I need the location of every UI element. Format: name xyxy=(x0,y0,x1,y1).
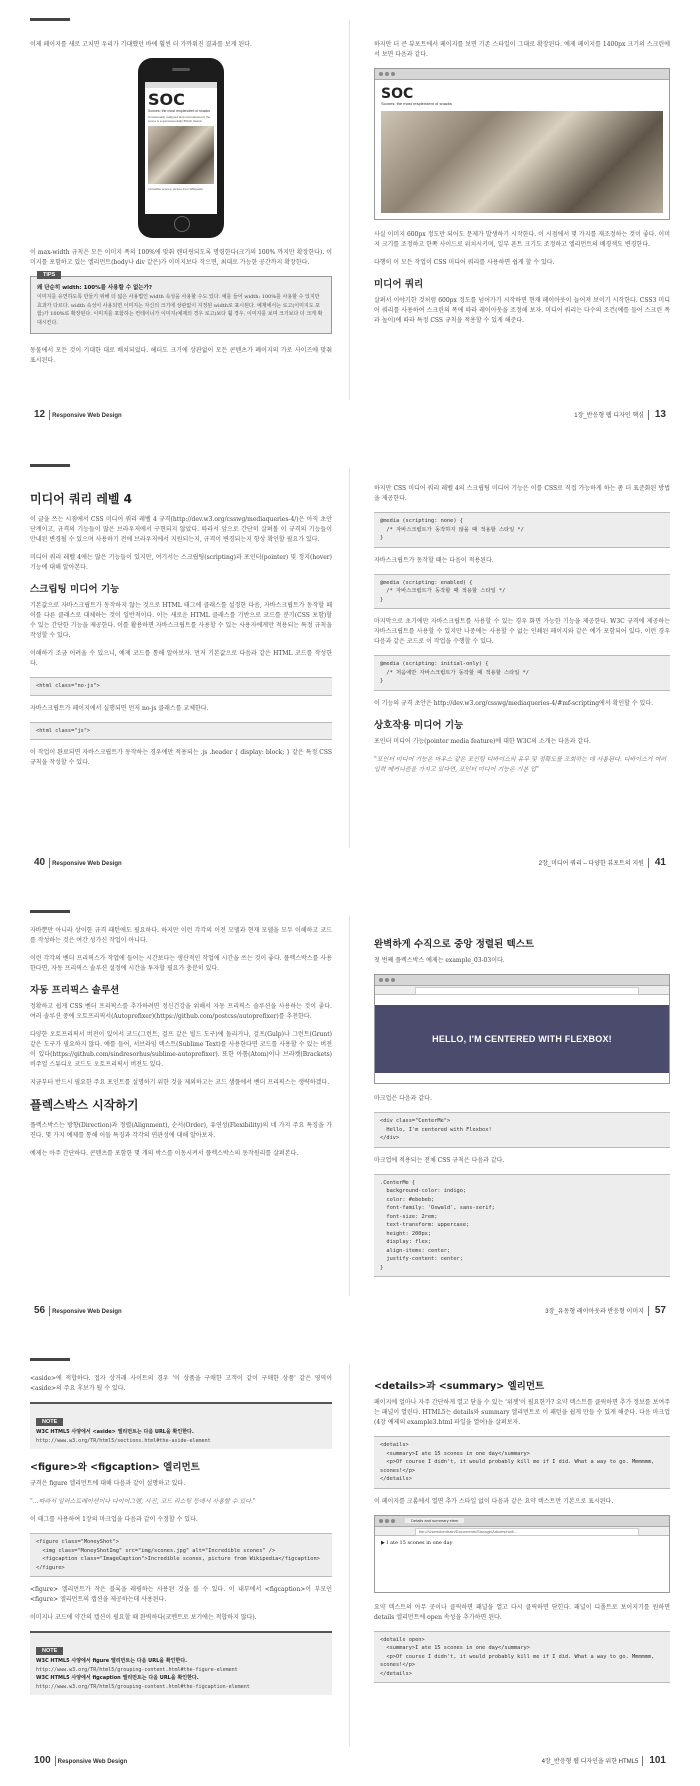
paragraph: 플렉스박스는 방향(Direction)과 정렬(Alignment), 순서(Order), 유연성(Flexibility)의 네 가지 주요 특징을 가진다. 몇 가지 예제를 통해 이들 특징과 각각의 연관성에 대해 알아보자. xyxy=(30,1122,332,1139)
details-summary: ▶ I ate 15 scones in one day xyxy=(381,1539,453,1546)
paragraph: <aside>에 적합하다. 접자 상거래 사이트의 경우 '이 상품을 구매한 고객이 같이 구매한 상품' 같은 영역이 <aside>의 주요 후보가 될 수 있다. xyxy=(30,1375,332,1392)
folio xyxy=(30,1755,127,1766)
browser-chrome xyxy=(375,1516,669,1527)
paragraph: 자바스크립트가 페이지에서 실행되면 먼저 no-js 클래스를 교체한다. xyxy=(30,704,209,712)
page-41 xyxy=(350,448,700,888)
running-title: 4장_반응형 웹 디자인을 위한 HTML5 xyxy=(541,1758,639,1765)
site-subtitle: Scones: the most resplendent of snacks xyxy=(148,109,211,113)
page-number: 100 xyxy=(34,1754,51,1766)
paragraph: 이 페이지를 크롬에서 열면 추가 스타일 없이 다음과 같은 요약 텍스트만 기본으로 표시된다. xyxy=(374,1497,614,1505)
code-block: <figure class="MoneyShot"> <img class="MoneyShotImg" src="img/scones.jpg" alt="Incredible scones" /> <figcaption class="ImageCaption">Incredible scones, picture from Wikipedia</figcaption> </figure> xyxy=(30,1533,332,1577)
section-heading: 미디어 쿼리 xyxy=(374,279,424,290)
paragraph: 기본값으로 자바스크립트가 동작하지 않는 것으로 HTML 태그에 클래스를 설정한 다음, 자바스크립트가 동작할 때 이를 다른 클래스로 대체하는 것이 일반적이다. 이는 새로운 HTML 클래스를 기반으로 코드를 분기(CSS 포함)할 수 있는 간단한 기능을 제공한다. 이를 활용하면 자바스크립트를 사용할 수 있는 사용자에게만 적용되는 특정 규칙을 작성할 수 있다. xyxy=(30,602,332,639)
code-block: <html class="js"> xyxy=(30,722,332,741)
page-number: 57 xyxy=(654,1304,666,1316)
paragraph: 사실 이미지 600px 정도만 되어도 문제가 발생하기 시작한다. 이 시점에서 몇 가지를 재조정하는 것이 좋다. 이미지 크기를 조정하고 한쪽 사이드로 위치시키며, 일부 폰트 크기도 조정하고 엘리먼트의 배경색도 변경한다. xyxy=(374,231,670,248)
note-label: NOTE xyxy=(36,1647,63,1655)
code-block: @media (scripting: initial-only) { /* 처음에만 자바스크립트가 동작할 때 적용할 스타일 */ } xyxy=(374,655,670,691)
browser-chrome xyxy=(375,975,669,986)
paragraph: 자바스크립트가 동작할 때는 다음이 적용된다. xyxy=(374,556,494,564)
quotation: "포인터 미디어 기능은 마우스 같은 포인팅 디바이스의 유무 및 정확도를 조회하는 데 사용된다. 디바이스가 여러 입력 메커니즘을 가지고 있다면, 포인터 미디어 기능은 기본 입" xyxy=(374,755,667,773)
paragraph: 하지만 CSS 미디어 쿼리 레벨 4의 스크립팅 미디어 기능은 이를 CSS로 직접 가능하게 하는 좀 더 표준화된 방법을 제공한다. xyxy=(374,485,670,502)
paragraph: 정확하고 쉽게 CSS 벤더 프리픽스를 추가하려면 정신건강을 위해서 자동 프리픽스 솔루션을 사용하는 것이 좋다. 여러 솔루션 중에 오토프리픽서(Autoprefixer)(https://github.com/postcss/autoprefixer)를 추천한다. xyxy=(30,1003,332,1020)
note-label: NOTE xyxy=(36,1418,63,1426)
note-title: W3C HTML5 사양에서 figure 엘리먼트는 다음 URL을 확인한다. xyxy=(36,1658,188,1664)
paragraph: 첫 번째 플렉스박스 예제는 example_03-03이다. xyxy=(374,957,505,964)
folio xyxy=(574,409,670,420)
running-title: Responsive Web Design xyxy=(52,860,122,867)
page-57 xyxy=(350,896,700,1336)
browser-screenshot xyxy=(374,974,670,1084)
spread-4 xyxy=(0,1344,700,1786)
paragraph: 미디어 쿼리 레벨 4에는 많은 기능들이 있지만, 여기서는 스크립팅(scripting)과 포인터(pointer) 및 정지(hover) 기능에 대해 알아본다. xyxy=(30,554,332,571)
folio xyxy=(539,857,670,868)
section-heading: 플렉스박스 시작하기 xyxy=(30,1098,139,1112)
section-heading: <figure>와 <figcaption> 엘리먼트 xyxy=(30,1462,200,1473)
tips-label: TIPS xyxy=(37,271,61,279)
paragraph: 포인터 미디어 기능(pointer media feature)에 대한 W3C의 소개는 다음과 같다. xyxy=(374,737,591,745)
page-101 xyxy=(350,1344,700,1786)
section-heading: 미디어 쿼리 레벨 4 xyxy=(30,492,133,506)
browser-tab: Details and summary elem xyxy=(405,1518,464,1523)
section-heading: 완벽하게 수직으로 중앙 정렬된 텍스트 xyxy=(374,939,535,950)
scones-image xyxy=(381,111,663,213)
home-button xyxy=(174,216,190,232)
page-13 xyxy=(350,0,700,440)
desktop-screenshot xyxy=(374,68,670,220)
image-caption: Incredible scones, picture from Wikipedia xyxy=(148,186,203,191)
paragraph: 이제 페이지를 새로 고치면 우리가 기대했던 바에 훨씬 더 가까워진 결과를 보게 된다. xyxy=(30,41,252,48)
paragraph: 자바뿐만 아니라 상이한 규격 패턴에도 필요하다. 하지만 이런 각각의 이전 모델과 현재 모델을 모두 이해하고 코드를 작성하는 것은 여간 성가신 작업이 아니다. xyxy=(30,927,332,944)
paragraph: 규격은 figure 엘리먼트에 대해 다음과 같이 설명하고 있다. xyxy=(30,1480,186,1487)
section-heading: <details>과 <summary> 엘리먼트 xyxy=(374,1381,545,1392)
code-block: @media (scripting: none) { /* 자바스크립트가 동작하지 않을 때 적용할 스타일 */ } xyxy=(374,512,670,548)
code-block: @media (scripting: enabled) { /* 자바스크립트가 동작할 때 적용할 스타일 */ } xyxy=(374,574,670,610)
folio xyxy=(542,1755,670,1766)
page-number: 13 xyxy=(654,408,666,420)
tips-title: 왜 단순히 width: 100%를 사용할 수 없는가? xyxy=(37,285,153,291)
note-url: http://www.w3.org/TR/html5/sections.html#the-aside-element xyxy=(36,1437,211,1444)
paragraph: 이 글을 쓰는 시점에서 CSS 미디어 쿼리 레벨 4 규격(http://dev.w3.org/csswg/mediaqueries-4/)은 아직 초안 단계이고, 규격의 기능들이 많은 브라우저에서 구현되지 않았다. 따라서 앞으로 간단히 살펴볼 이 규격의 기능들이 안내된 변경될 수 있으며 사용하기 전에 브라우저에서 지원되는지, 규격이 변경되는지 항상 확인할 필요가 있다. xyxy=(30,516,332,543)
phone-screen xyxy=(145,82,217,214)
page-number: 12 xyxy=(34,408,46,420)
page-40 xyxy=(0,448,350,888)
folio xyxy=(30,857,122,868)
logo-text: SOC xyxy=(148,90,185,109)
subsection-heading: 스크립팅 미디어 기능 xyxy=(30,584,120,595)
paragraph: 이런 각각의 벤더 프리픽스가 작업에 들어는 시간보다는 생산적인 작업에 시간을 쓰는 것이 좋다. 플렉스박스를 사용한다면, 자동 프리픽스 솔루션 설정에 시간을 투자할 필요가 충분히 있다. xyxy=(30,955,332,972)
site-subtitle: Scones: the most resplendent of snacks xyxy=(381,101,452,106)
paragraph: 살펴서 이야기한 것처럼 600px 정도를 넘어가기 시작하면 현재 페이아웃이 늘어져 보이기 시작한다. CSS3 미디어 쿼리를 사용하여 스크린의 폭에 따라 레이아웃을 조정해 보자. 미디어 쿼리는 다수의 조건(예를 들어 스크린 폭과 높이)에 따라 특정 CSS 규칙을 적용할 수 있게 해준다. xyxy=(374,297,670,324)
subsection-heading: 자동 프리픽스 솔루션 xyxy=(30,985,120,996)
address-bar xyxy=(375,986,669,995)
note-url: http://www.w3.org/TR/html5/grouping-content.html#the-figcaption-element xyxy=(36,1683,250,1690)
browser-screenshot xyxy=(374,1515,670,1593)
paragraph: 이 작업이 완료되면 자바스크립트가 동작하는 경우에만 적용되는 .js .header { display: block; } 같은 특정 CSS 규칙을 작성할 수 있다. xyxy=(30,749,332,766)
subsection-heading: 상호작용 미디어 기능 xyxy=(374,719,464,731)
paragraph: 마크업에 적용되는 전체 CSS 규칙은 다음과 같다. xyxy=(374,1156,505,1164)
running-title: 2장_미디어 쿼리 – 다양한 뷰포트의 지원 xyxy=(538,860,644,867)
spread-2 xyxy=(0,448,700,888)
code-block: <html class="no-js"> xyxy=(30,677,332,696)
running-title: Responsive Web Design xyxy=(52,1308,122,1315)
running-title: 3장_유동형 레이아웃과 반응형 이미지 xyxy=(545,1308,644,1315)
paragraph: 페이지에 얼마나 자주 간단하게 열고 닫을 수 있는 '위젯'이 필요한가? 요약 텍스트를 클릭하면 추가 정보를 보여주는 패널이 열린다. HTML5는 details와 summary 엘리먼트로 이 패턴을 쉽게 만들 수 있게 해준다. 다음 마크업(4장 예제의 example3.html 파일을 열어)을 살펴보자. xyxy=(374,1399,670,1426)
paragraph: 이 max-width 규칙은 모든 이미지 폭의 100%에 맞춰 렌더링되도록 명령한다(크기의 100% 까지만 확장한다). 이미지를 포함하고 있는 엘리먼트(body나 div 같은)가 이미지보다 작으면, 최대로 가능한 공간까지 확장한다. xyxy=(30,249,332,266)
paragraph: 예제는 아주 간단하다. 콘텐츠를 포함한 몇 개의 박스를 이동시켜서 플렉스박스의 동작원리를 살펴본다. xyxy=(30,1150,299,1157)
note-title: W3C HTML5 사양에서 <aside> 엘리먼트는 다음 URL을 확인한다. xyxy=(36,1429,194,1435)
phone-speaker xyxy=(172,68,190,71)
folio xyxy=(30,1305,122,1316)
address-bar: file:///Users/benfrain/Documents/Storage/Articles/rwd/... xyxy=(375,1527,669,1536)
tips-body: 이미지를 유연하도록 만들기 위해 더 넓은 사용법인 width 속성을 사용할 수도 있다. 예를 들어 width: 100%를 사용할 수 있지만 효과가 다르다. width 속성이 사용되면 이미지는 자신의 크기에 상관없이 지정된 width로 표시된다. 예제에서는 로고(이미지도 포함)가 100%로 확장된다. 이미지를 포함하는 컨테이너가 이미지(예제의 경우 로고)보다 훨 경우, 이미지를 보며 크기보다 더 크게 확대시킨다. xyxy=(37,294,323,326)
logo-text: SOC xyxy=(381,86,414,102)
page-100 xyxy=(0,1344,350,1786)
page-number: 101 xyxy=(649,1754,666,1766)
code-block: <details open> <summary>I ate 15 scones in one day</summary> <p>Of course I didn't, it would probably kill me if I did. What a way to go. Mmmmmm, scones!</p> </details> xyxy=(374,1631,670,1684)
flexbox-demo: HELLO, I'M CENTERED WITH FLEXBOX! xyxy=(375,1005,669,1073)
code-block: <div class="CenterMe"> Hello, I'm centered with Flexbox! </div> xyxy=(374,1112,670,1148)
spread-3 xyxy=(0,896,700,1336)
paragraph: 마지막으로 초기에만 자바스크립트를 사용할 수 있는 경우 화면 가능한 기능을 제공한다. W3C 규격에 제공하는 자바스크립트를 사용할 수 있지만 나중에는 사용할 수 없는 인쇄된 페이지와 같은 예가 포함되어 있다. 이런 경우 다음과 같은 코드로 이 작업을 수행할 수 있다. xyxy=(374,618,670,645)
paragraph: 다행히 이 모든 작업이 CSS 미디어 쿼리를 사용하면 쉽게 할 수 있다. xyxy=(374,259,555,266)
page-12 xyxy=(0,0,350,440)
paragraph: 요약 텍스트의 아무 곳이나 클릭하면 패널을 열고 다시 클릭하면 닫힌다. 패널이 디폴트로 보이지기를 원하면 details 엘리먼트에 open 속성을 추가하면 된다. xyxy=(374,1603,670,1621)
running-title: Responsive Web Design xyxy=(52,412,122,419)
paragraph: 이해하기 조금 어려울 수 있으니, 예제 코드를 통해 알아보자. 먼저 기본값으로 다음과 같은 HTML 코드를 작성한다. xyxy=(30,650,332,667)
page-56 xyxy=(0,896,350,1336)
spread-1 xyxy=(0,0,700,440)
note-box xyxy=(30,1631,332,1695)
browser-chrome xyxy=(375,69,669,80)
paragraph: 다양한 오토프리픽서 버전이 있어서 코드(그런트, 걸프 같은 빌드 도구)에 돌리거나, 걸프(Gulp)나 그런트(Grunt) 같은 도구가 필요하지 않다. 예를 들어, 서브라임 텍스트(Sublime Text)를 사용한다면 코드를 사용할 수 있는 버전이 있다(https://github.com/sindresorhus/sublime-autoprefixer). 또한 아톰(Atom)이나 브라켓(Brackets) 비주얼 스튜디오 코드도 오토프리픽서 버전도 있다. xyxy=(30,1031,332,1068)
paragraph: 이 태그를 사용하여 1장의 마크업을 다음과 같이 수정할 수 있다. xyxy=(30,1516,198,1523)
paragraph: 동물에서 모든 것이 기대한 대로 배치되었다. 헤더도 크기에 상관없이 모든 콘텐츠가 폐이지의 가로 사이즈에 맞춰 표시된다. xyxy=(30,347,332,364)
running-title: 1장_반응형 웹 디자인 핵심 xyxy=(574,412,644,419)
paragraph: 하지만 더 큰 뷰포트에서 페이지를 보면 기존 스타일이 그대로 확장된다. 예제 페이지를 1400px 크기의 스크린에서 보면 다음과 같다. xyxy=(374,41,670,58)
folio xyxy=(545,1305,670,1316)
scones-image xyxy=(148,126,214,184)
paragraph: 마크업은 다음과 같다. xyxy=(374,1095,432,1102)
note-title: W3C HTML5 사양에서 figcaption 엘리먼트는 다음 URL을 확인한다. xyxy=(36,1675,199,1681)
quotation: "…따라서 일러스트레이션이나 다이어그램, 사진, 코드 리스팅 등에서 사용할 수 있다." xyxy=(30,1498,256,1505)
tips-box xyxy=(30,272,332,334)
paragraph: <figure> 엘리먼트가 작은 블록을 래핑하는 사용된 것을 볼 수 있다. 이 내부에서 <figcaption>이 부모인 <figure> 엘리먼트의 캡션을 제공하는데 사용된다. xyxy=(30,1586,332,1603)
note-url: http://www.w3.org/TR/html5/grouping-content.html#the-figure-element xyxy=(36,1666,238,1673)
running-title: Responsive Web Design xyxy=(57,1758,128,1765)
page-number: 40 xyxy=(34,856,46,868)
paragraph: 이미지나 코드에 약간의 캡션이 필요할 때 완벽하다(코멘트로 보기에는 적합하지 않다). xyxy=(30,1614,257,1621)
note-box xyxy=(30,1402,332,1449)
site-caption: Occasionally maligned and misunderstood; the scone is a quintessentially British classic. xyxy=(148,114,211,123)
page-number: 41 xyxy=(654,856,666,868)
phone-screenshot xyxy=(138,58,224,238)
folio xyxy=(30,409,122,420)
paragraph: 지금부터 반드시 필요한 주요 포인트를 설명하기 위한 것을 제외하고는 코드 샘플에서 벤더 프리픽스는 생략하겠다. xyxy=(30,1079,330,1086)
code-block: <details> <summary>I ate 15 scones in one day</summary> <p>Of course I didn't, it would probably kill me if I did. What a way to go. Mmmmmm, scones!</p> </details> xyxy=(374,1436,670,1489)
paragraph: 이 기능의 규격 초안은 http://dev.w3.org/csswg/mediaqueries-4/#mf-scripting에서 확인할 수 있다. xyxy=(374,699,654,707)
page-number: 56 xyxy=(34,1304,46,1316)
code-block: .CenterMe { background-color: indigo; color: #ebebeb; font-family: 'Oswald', sans-serif; font-size: 2rem; text-transform: uppercase; height: 200px; display: flex; align-items: center; justify-content: center; } xyxy=(374,1174,670,1278)
